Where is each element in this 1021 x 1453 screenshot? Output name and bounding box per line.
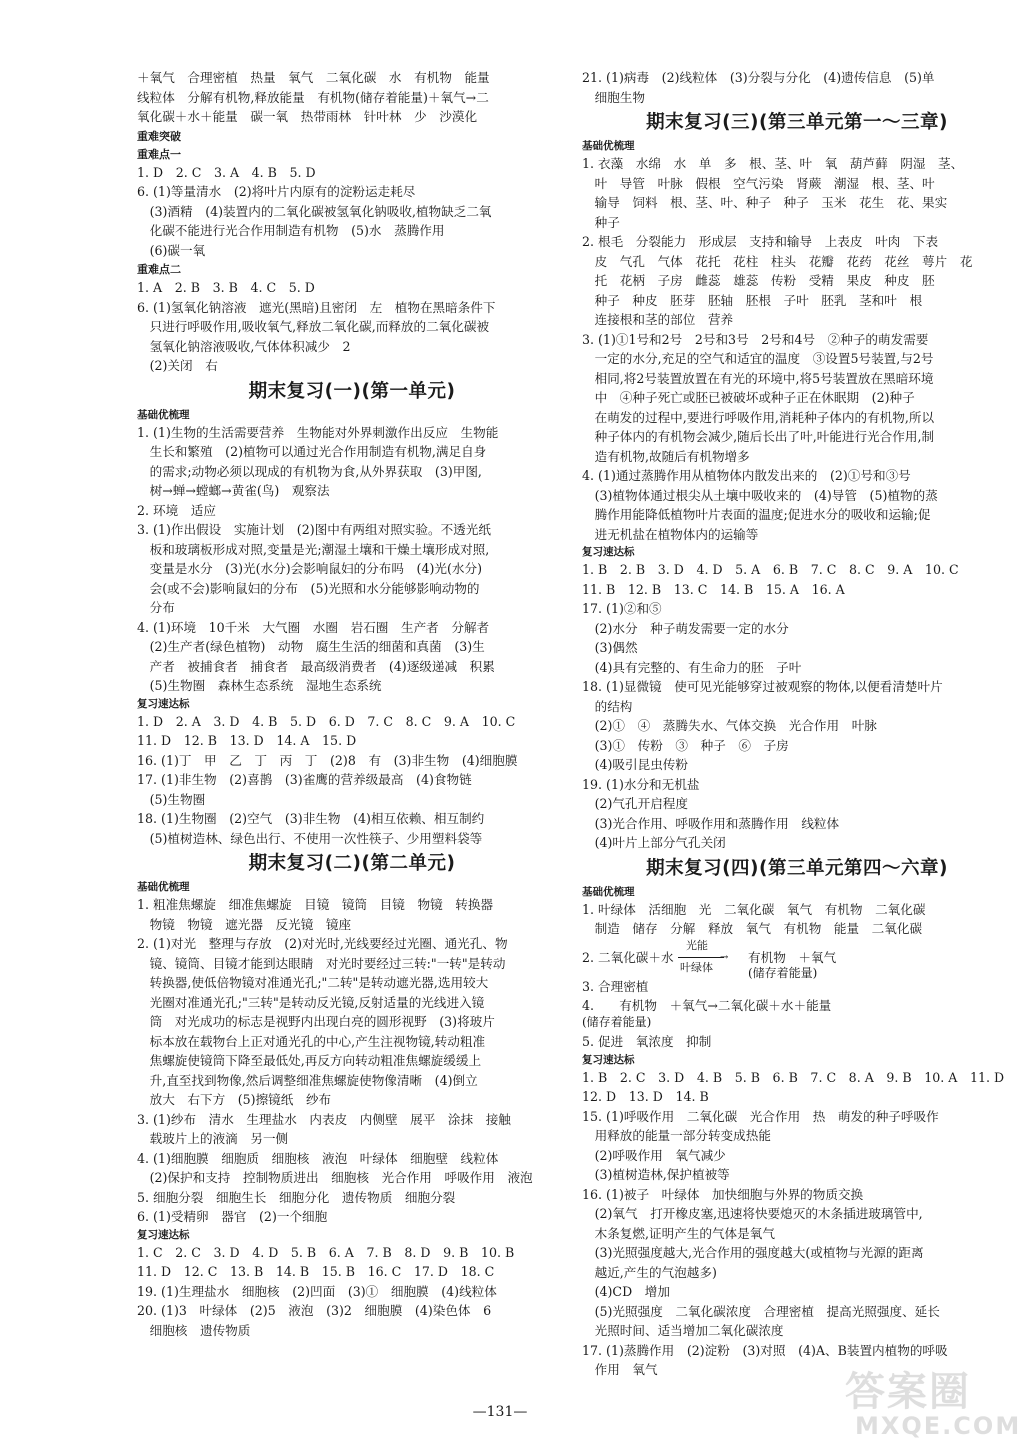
answer-line: 板和玻璃板形成对照,变量是光;潮湿土壤和干燥土壤形成对照,: [137, 541, 490, 557]
review-4-practice-heading: 复习速达标: [582, 1053, 635, 1066]
answer-line: 氧化碳＋水＋能量 碳一氧 热带雨林 针叶林 少 沙漠化: [137, 109, 478, 124]
answer-line: 19. (1)生理盐水 细胞核 (2)凹面 (3)① 细胞膜 (4)线粒体: [137, 1283, 497, 1299]
answer-line: 11. D 12. C 13. B 14. B 15. B 16. C 17. D 18. C: [137, 1264, 495, 1279]
answer-line: 光照时间、适当增加二氧化碳浓度: [582, 1323, 784, 1338]
review-1-practice-answers: [137, 712, 567, 849]
answer-line: (3)植物体通过根尖从土壤中吸收来的 (4)导管 (5)植物的蒸: [582, 487, 938, 503]
answer-line: 在萌发的过程中,要进行呼吸作用,消耗种子体内的有机物,所以: [582, 409, 935, 425]
answer-line: (2)氧气 打开橡皮塞,迅速将快要熄灭的木条插进玻璃管中,: [582, 1206, 923, 1221]
answer-line: 用释放的能量一部分转变成热能: [582, 1128, 771, 1143]
answer-line: 物镜 物镜 遮光器 反光镜 镜座: [137, 916, 352, 932]
equation-condition-light: 光能: [686, 938, 708, 952]
answer-line: 1. A 2. B 3. B 4. C 5. D: [137, 280, 315, 295]
review-2-practice-answers: [137, 1243, 567, 1341]
answer-line: 4. (1)细胞膜 细胞质 细胞核 液泡 叶绿体 细胞壁 线粒体: [137, 1150, 499, 1166]
answer-line: 2. (1)对光 整理与存放 (2)对光时,光线要经过光圈、通光孔、物: [137, 936, 508, 951]
answer-line: 的结构: [582, 698, 633, 714]
answer-line: (2)生产者(绿色植物) 动物 腐生生活的细菌和真菌 (3)生: [137, 639, 485, 654]
zhongnan-1-heading: 重难点一: [137, 147, 181, 161]
answer-line: 1. D 2. A 3. D 4. B 5. D 6. D 7. C 8. C 9. A 10. C: [137, 713, 516, 729]
answer-line: (5)光照强度 二氧化碳浓度 合理密植 提高光照强度、延长: [582, 1303, 940, 1319]
answer-line: 11. B 12. B 13. C 14. B 15. A 16. A: [582, 581, 845, 597]
answer-line: 树→蝉→螳螂→黄雀(鸟) 观察法: [137, 483, 330, 498]
zhongnan-2-answers: [137, 278, 567, 376]
answer-line: 3. (1)①1号和2号 2号和3号 2号和4号 ②种子的萌发需要: [582, 331, 929, 347]
photosynthesis-equation: [582, 938, 1012, 980]
answer-line: (3)偶然: [582, 640, 638, 655]
equation-reactants: 2. 二氧化碳＋水: [582, 949, 674, 965]
answer-line: 6. (1)受精卵 器官 (2)一个细胞: [137, 1209, 328, 1224]
answer-line: 5. 细胞分裂 细胞生长 细胞分化 遗传物质 细胞分裂: [137, 1189, 456, 1205]
respiration-energy-note: (储存着能量): [582, 1015, 652, 1029]
review-2-basic-answers: [137, 895, 567, 1227]
review-1-title: 期末复习(一)(第一单元): [248, 380, 456, 402]
answer-line: 皮 气孔 气体 花托 花柱 柱头 花瓣 花药 花丝 萼片 花: [582, 253, 973, 269]
answer-line: 越近,产生的气泡越多): [582, 1264, 717, 1280]
answer-line: 氢氧化钠溶液吸收,气体体积减少 2: [137, 338, 351, 354]
answer-line: 4. (1)环境 10千米 大气圈 水圈 岩石圈 生产者 分解者: [137, 619, 490, 635]
answer-line: (3)① 传粉 ③ 种子 ⑥ 子房: [582, 737, 789, 753]
answer-line: 载玻片上的液滴 另一侧: [137, 1131, 289, 1146]
review-4-basic-heading: 基础优梳理: [582, 885, 635, 898]
equation-condition-chloroplast: 叶绿体: [680, 960, 713, 974]
answer-line: 11. D 12. B 13. D 14. A 15. D: [137, 733, 357, 748]
answer-line: (3)光合作用、呼吸作用和蒸腾作用 线粒体: [582, 815, 840, 831]
watermark-url-text: MXQE.COM: [855, 1412, 1021, 1440]
answer-line: 会(或不会)影响鼠妇的分布 (5)光照和水分能够影响动物的: [137, 580, 480, 596]
answer-line: 17. (1)蒸腾作用 (2)淀粉 (3)对照 (4)A、B装置内植物的呼吸: [582, 1342, 948, 1358]
answer-line: 18. (1)生物圈 (2)空气 (3)非生物 (4)相互依赖、相互制约: [137, 811, 485, 826]
review-2-basic-heading: 基础优梳理: [137, 881, 190, 893]
answer-line: 4. (1)通过蒸腾作用从植物体内散发出来的 (2)①号和③号: [582, 468, 911, 483]
respiration-equation-text: 4. 有机物 ＋氧气→二氧化碳＋水＋能量: [582, 998, 832, 1013]
zhongnan-1-answers: [137, 163, 567, 261]
answer-line: 12. D 13. D 14. B: [582, 1089, 709, 1104]
answer-line: (3)光照强度越大,光合作用的强度越大(或植物与光源的距离: [582, 1245, 924, 1260]
answer-line: (2)关闭 右: [137, 358, 218, 373]
watermark-logo: [845, 1360, 1021, 1442]
watermark-main-text: 答案圈: [845, 1369, 971, 1415]
review-3-basic-answers: [582, 154, 1012, 544]
review-4-title: 期末复习(四)(第三单元第四～六章): [646, 857, 948, 879]
answer-line: 产者 被捕食者 捕食者 最高级消费者 (4)逐级递减 积累: [137, 658, 495, 674]
intro-block: [137, 68, 567, 127]
answer-line: 筒 对光成功的标志是视野内出现白亮的圆形视野 (3)将玻片: [137, 1014, 495, 1029]
answer-line: (5)生物圈 森林生态系统 湿地生态系统: [137, 678, 382, 693]
answer-line: 16. (1)被子 叶绿体 加快细胞与外界的物质交换: [582, 1186, 864, 1202]
answer-line: 线粒体 分解有机物,释放能量 有机物(储存着能量)＋氧气→二: [137, 89, 489, 105]
answer-line: 焦螺旋使镜筒下降至最低处,再反方向转动粗准焦螺旋缓缓上: [137, 1053, 482, 1068]
answer-line: 中 ④种子死亡或胚已被破坏或种子正在休眠期 (2)种子: [582, 390, 915, 405]
answer-line: (2)呼吸作用 氧气减少: [582, 1147, 726, 1163]
item-5-answer: 5. 促进 氧浓度 抑制: [582, 1034, 712, 1049]
review-3-title: 期末复习(三)(第三单元第一～三章): [646, 112, 948, 133]
answer-line: 连接根和茎的部位 营养: [582, 312, 734, 327]
answer-line: 叶 导管 叶脉 假根 空气污染 肾蕨 潮湿 根、茎、叶: [582, 175, 935, 191]
answer-line: 细胞生物: [582, 89, 645, 105]
answer-line: 进无机盐在植物体内的运输等: [582, 526, 759, 542]
answer-line: 种子体内的有机物会减少,随后长出了叶,叶能进行光合作用,制: [582, 429, 935, 444]
equation-energy-note: (储存着能量): [748, 965, 818, 980]
review-4-basic-answers: [582, 900, 1012, 939]
answer-line: 作用 氧气: [582, 1362, 658, 1377]
zhongnan-tupo-heading: 重难突破: [137, 129, 181, 143]
answer-line: 升,直至找到物像,然后调整细准焦螺旋使物像清晰 (4)倒立: [137, 1072, 478, 1088]
answer-line: 19. (1)水分和无机盐: [582, 776, 700, 792]
answer-line: (3)植树造林,保护植被等: [582, 1167, 730, 1182]
answer-line: 15. (1)呼吸作用 二氧化碳 光合作用 热 萌发的种子呼吸作: [582, 1108, 939, 1124]
answer-line: 3. (1)作出假设 实施计划 (2)图中有两组对照实验。不透光纸: [137, 522, 491, 537]
answer-line: (5)生物圈: [137, 791, 206, 807]
review-2-title: 期末复习(二)(第二单元): [248, 853, 456, 874]
answer-line: 17. (1)非生物 (2)喜鹊 (3)雀鹰的营养级最高 (4)食物链: [137, 772, 472, 787]
answer-line: (4)吸引昆虫传粉: [582, 757, 688, 772]
answer-line: 制造 储存 分解 释放 氧气 有机物 能量 二氧化碳: [582, 921, 923, 936]
answer-line: (4)具有完整的、有生命力的胚 子叶: [582, 659, 802, 675]
answer-line: 1. B 2. C 3. D 4. B 5. B 6. B 7. C 8. A 9. B 10. A 11. D: [582, 1069, 1005, 1085]
answer-line: 腾作用能降低植物叶片表面的温度;促进水分的吸收和运输;促: [582, 507, 931, 522]
answer-line: (4)CD 增加: [582, 1284, 670, 1299]
review-2-practice-heading: 复习速达标: [137, 1228, 190, 1241]
review-1-basic-heading: 基础优梳理: [137, 408, 190, 421]
review-3-basic-heading: 基础优梳理: [582, 140, 635, 152]
answer-line: 输导 饲料 根、茎、叶、种子 种子 玉米 花生 花、果实: [582, 195, 948, 210]
answer-line: 一定的水分,充足的空气和适宜的温度 ③设置5号装置,与2号: [582, 351, 934, 366]
answer-line: 放大 右下方 (5)擦镜纸 纱布: [137, 1092, 332, 1107]
review-1-basic-answers: [137, 423, 567, 696]
review-3-practice-heading: 复习速达标: [582, 546, 635, 558]
answer-line: (2)保护和支持 控制物质进出 细胞核 光合作用 呼吸作用 液泡: [137, 1170, 533, 1185]
answer-line: ＋氧气 合理密植 热量 氧气 二氧化碳 水 有机物 能量: [137, 70, 490, 85]
right-column: [582, 68, 1012, 1380]
page-number: —131—: [472, 1404, 528, 1420]
answer-line: 1. D 2. C 3. A 4. B 5. D: [137, 164, 316, 180]
answer-line: 6. (1)等量清水 (2)将叶片内原有的淀粉运走耗尽: [137, 184, 416, 199]
answer-line: 种子 种皮 胚芽 胚轴 胚根 子叶 胚乳 茎和叶 根: [582, 292, 923, 308]
answer-line: 1. 粗准焦螺旋 细准焦螺旋 目镜 镜筒 目镜 物镜 转换器: [137, 897, 494, 912]
answer-line: (2)水分 种子萌发需要一定的水分: [582, 620, 789, 636]
left-column: [137, 68, 567, 1340]
answer-line: 分布: [137, 600, 175, 615]
answer-line: 托 花柄 子房 雌蕊 雄蕊 传粉 受精 果皮 种皮 胚: [582, 273, 935, 288]
review-1-practice-heading: 复习速达标: [137, 697, 190, 710]
answer-line: 的需求;动物必须以现成的有机物为食,从外界获取 (3)甲图,: [137, 463, 482, 479]
answer-line: 变量是水分 (3)光(水分)会影响鼠妇的分布吗 (4)光(水分): [137, 561, 482, 576]
answer-line: 镜、镜筒、目镜才能到达眼睛 对光时要经过三转:"一转"是转动: [137, 955, 506, 971]
answer-line: 6. (1)氢氧化钠溶液 遮光(黑暗)且密闭 左 植物在黑暗条件下: [137, 299, 496, 315]
zhongnan-2-heading: 重难点二: [137, 263, 181, 276]
answer-line: 木条复燃,证明产生的气体是氧气: [582, 1225, 775, 1241]
answer-line: 17. (1)②和⑤: [582, 601, 662, 616]
answer-line: (2)① ④ 蒸腾失水、气体交换 光合作用 叶脉: [582, 718, 877, 733]
answer-line: 1. B 2. B 3. D 4. D 5. A 6. B 7. C 8. C 9. A 10. C: [582, 562, 959, 577]
respiration-equation: [582, 996, 1012, 1032]
arrow-head-icon: →: [720, 951, 729, 963]
answer-line: 3. (1)纱布 清水 生理盐水 内表皮 内侧壁 展平 涂抹 接触: [137, 1111, 511, 1127]
question-21-answers: [582, 68, 1012, 107]
answer-line: 化碳不能进行光合作用制造有机物 (5)水 蒸腾作用: [137, 223, 445, 238]
answer-line: 生长和繁殖 (2)植物可以通过光合作用制造有机物,满足自身: [137, 444, 487, 459]
answer-line: 细胞核 遗传物质: [137, 1322, 251, 1338]
answer-line: (5)植树造林、绿色出行、不使用一次性筷子、少用塑料袋等: [137, 830, 483, 846]
answer-line: 16. (1)丁 甲 乙 丁 丙 丁 (2)8 有 (3)非生物 (4)细胞膜: [137, 752, 518, 768]
answer-line: 20. (1)3 叶绿体 (2)5 液泡 (3)2 细胞膜 (4)染色体 6: [137, 1303, 492, 1318]
answer-line: 1. (1)生物的生活需要营养 生物能对外界刺激作出反应 生物能: [137, 424, 499, 440]
item-3-answer: 3. 合理密植: [582, 978, 649, 994]
answer-line: 18. (1)显微镜 使可见光能够穿过被观察的物体,以便看清楚叶片: [582, 679, 943, 694]
review-3-practice-answers: [582, 560, 1012, 853]
equation-products: 有机物 ＋氧气: [748, 949, 837, 965]
answer-line: 转换器,使低倍物镜对准通光孔;"二转"是转动遮光器,选用较大: [137, 975, 489, 990]
review-4-practice-answers: [582, 1068, 1012, 1380]
answer-line: 2. 环境 适应: [137, 502, 216, 518]
answer-line: 1. 叶绿体 活细胞 光 二氧化碳 氧气 有机物 二氧化碳: [582, 901, 926, 917]
answer-line: 造有机物,故随后有机物增多: [582, 448, 750, 464]
answer-line: 种子: [582, 214, 620, 230]
answer-line: 1. C 2. C 3. D 4. D 5. B 6. A 7. B 8. D 9. B 10. B: [137, 1244, 515, 1260]
answer-line: (3)酒精 (4)装置内的二氧化碳被氢氧化钠吸收,植物缺乏二氧: [137, 203, 492, 219]
answer-line: (4)叶片上部分气孔关闭: [582, 835, 726, 850]
answer-line: 标本放在载物台上正对通光孔的中心,产生注视物镜,转动粗准: [137, 1033, 486, 1049]
answer-line: 1. 衣藻 水绵 水 单 多 根、茎、叶 氧 葫芦藓 阴湿 茎、: [582, 156, 964, 171]
answer-line: 21. (1)病毒 (2)线粒体 (3)分裂与分化 (4)遗传信息 (5)单: [582, 70, 935, 85]
answer-line: 只进行呼吸作用,吸收氧气,释放二氧化碳,而释放的二氧化碳被: [137, 319, 490, 334]
answer-line: 2. 根毛 分裂能力 形成层 支持和输导 上表皮 叶肉 下表: [582, 234, 939, 249]
answer-line: 相同,将2号装置放置在有光的环境中,将5号装置放在黑暗环境: [582, 370, 934, 386]
answer-line: (6)碳一氧: [137, 242, 206, 258]
answer-line: (2)气孔开启程度: [582, 796, 688, 811]
answer-line: 光圈对准通光孔;"三转"是转动反光镜,反射适量的光线进入镜: [137, 994, 485, 1010]
